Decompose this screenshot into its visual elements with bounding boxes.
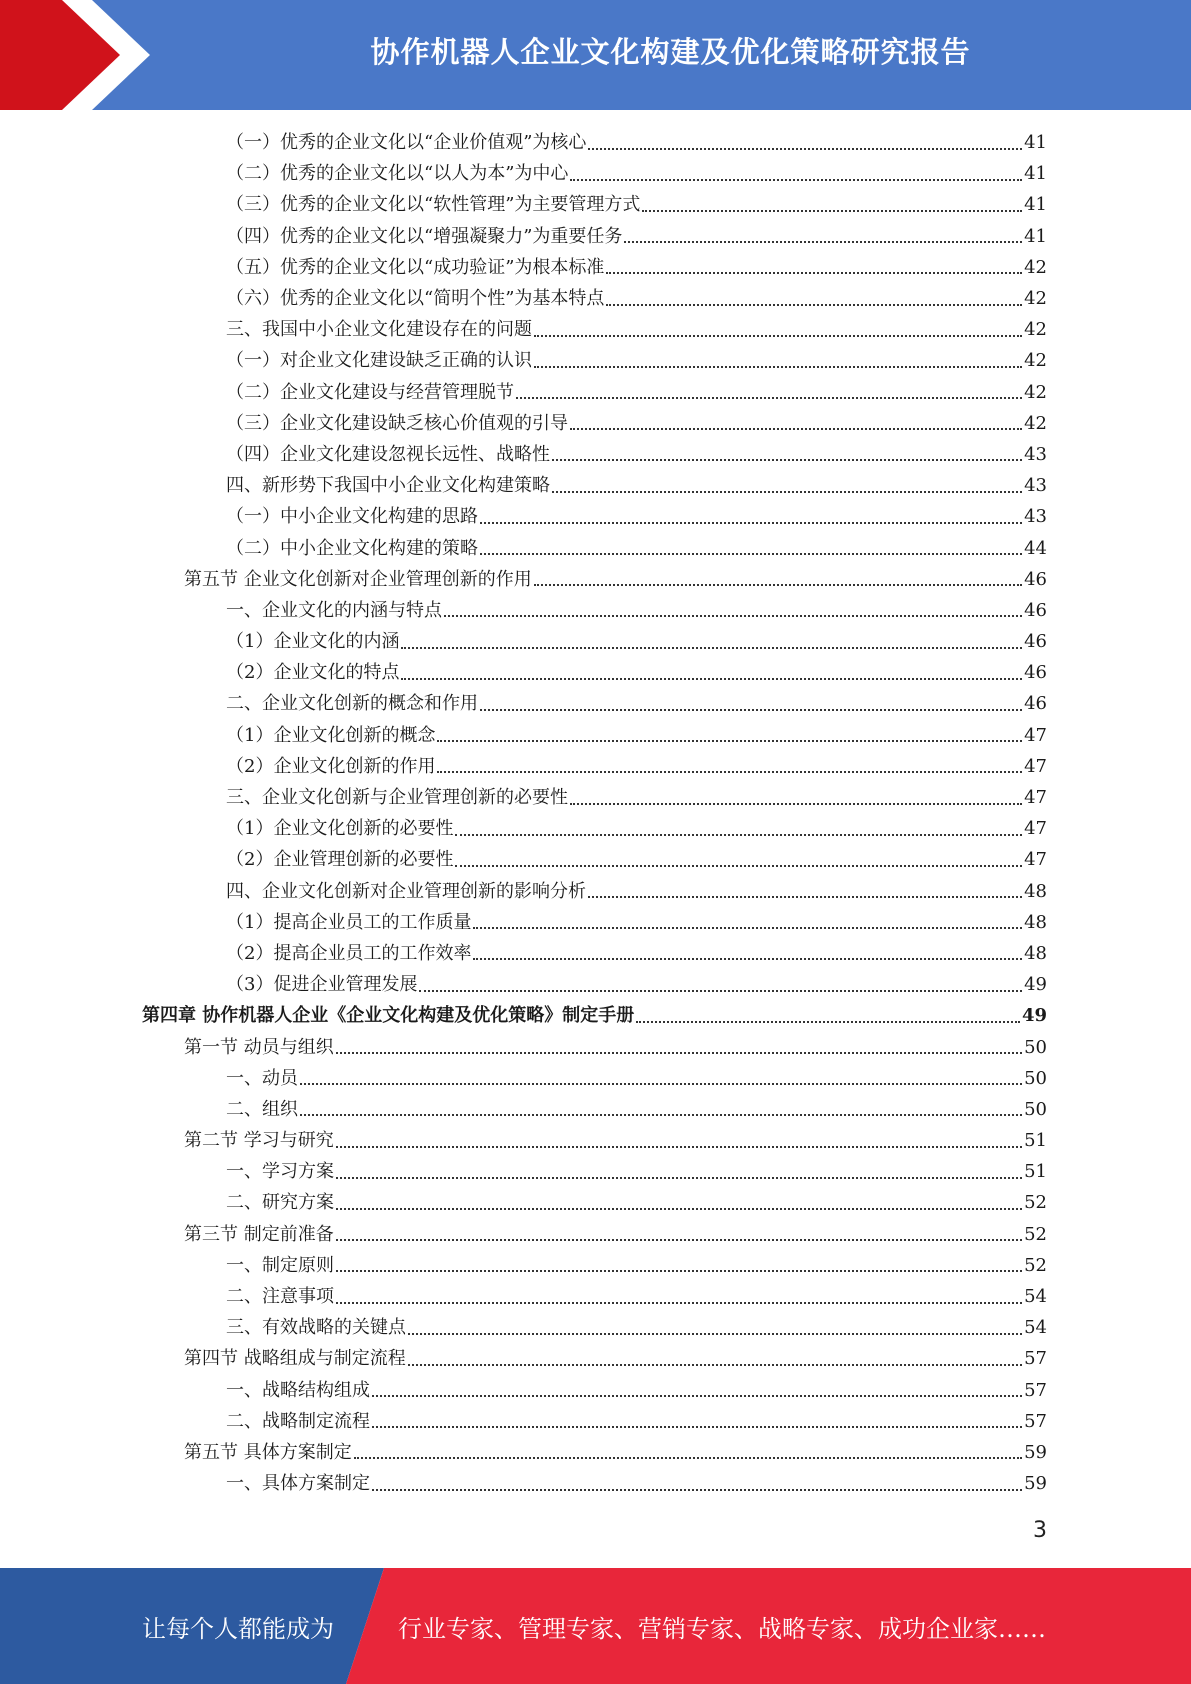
toc-entry-title: （2）企业文化的特点	[226, 662, 400, 684]
toc-entry-page: 54	[1024, 1317, 1047, 1339]
toc-entry-title: 二、注意事项	[226, 1286, 334, 1308]
toc-entry[interactable]	[0, 938, 1191, 969]
toc-dot-leader	[372, 1408, 1022, 1428]
toc-entry-title: （3）促进企业管理发展	[226, 974, 418, 996]
toc-entry-title: （二）优秀的企业文化以“以人为本”为中心	[226, 163, 569, 185]
toc-entry-title: （二）中小企业文化构建的策略	[226, 537, 478, 559]
toc-entry[interactable]	[0, 969, 1191, 1000]
toc-entry[interactable]	[0, 1406, 1191, 1437]
toc-entry-page: 46	[1024, 631, 1047, 653]
toc-entry-title: （三）企业文化建设缺乏核心价值观的引导	[226, 412, 568, 434]
toc-entry-page: 48	[1024, 942, 1047, 964]
toc-entry-page: 57	[1024, 1379, 1047, 1401]
toc-dot-leader	[570, 410, 1022, 430]
toc-entry-page: 51	[1024, 1130, 1047, 1152]
toc-entry[interactable]	[0, 377, 1191, 408]
toc-entry-title: 三、有效战略的关键点	[226, 1317, 406, 1339]
toc-dot-leader	[480, 535, 1022, 555]
toc-dot-leader	[534, 317, 1022, 337]
toc-entry-page: 41	[1024, 225, 1047, 247]
toc-entry[interactable]	[0, 1281, 1191, 1312]
toc-entry[interactable]	[0, 408, 1191, 439]
toc-entry-title: 第三节 制定前准备	[184, 1223, 334, 1245]
toc-entry-page: 42	[1024, 412, 1047, 434]
toc-dot-leader	[480, 691, 1022, 711]
toc-entry[interactable]	[0, 688, 1191, 719]
toc-entry[interactable]	[0, 1031, 1191, 1062]
toc-entry-page: 50	[1024, 1098, 1047, 1120]
toc-entry[interactable]	[0, 1468, 1191, 1499]
toc-entry-page: 41	[1024, 132, 1047, 154]
toc-dot-leader	[336, 1034, 1022, 1054]
toc-entry-title: 第一节 动员与组织	[184, 1036, 334, 1058]
table-of-contents	[0, 127, 1191, 1499]
toc-dot-leader	[636, 1003, 1020, 1023]
toc-entry-title: （四）企业文化建设忽视长远性、战略性	[226, 443, 550, 465]
toc-entry[interactable]	[0, 345, 1191, 376]
toc-dot-leader	[473, 940, 1022, 960]
toc-entry-title: 二、战略制定流程	[226, 1410, 370, 1432]
toc-entry[interactable]	[0, 657, 1191, 688]
toc-entry[interactable]	[0, 1000, 1191, 1031]
toc-entry[interactable]	[0, 720, 1191, 751]
toc-entry-page: 50	[1024, 1067, 1047, 1089]
toc-entry-title: （1）企业文化创新的必要性	[226, 818, 454, 840]
toc-entry-page: 47	[1024, 818, 1047, 840]
toc-entry-page: 47	[1024, 849, 1047, 871]
toc-entry-page: 49	[1024, 974, 1047, 996]
document-title: 协作机器人企业文化构建及优化策略研究报告	[370, 34, 971, 69]
toc-dot-leader	[570, 785, 1022, 805]
toc-entry-page: 57	[1024, 1348, 1047, 1370]
toc-entry-page: 46	[1024, 568, 1047, 590]
toc-entry[interactable]	[0, 844, 1191, 875]
toc-dot-leader	[473, 909, 1022, 929]
toc-entry[interactable]	[0, 252, 1191, 283]
toc-entry-page: 47	[1024, 724, 1047, 746]
toc-entry[interactable]	[0, 470, 1191, 501]
toc-entry[interactable]	[0, 626, 1191, 657]
toc-dot-leader	[401, 660, 1022, 680]
toc-entry-title: （1）提高企业员工的工作质量	[226, 911, 472, 933]
toc-entry[interactable]	[0, 1187, 1191, 1218]
page-number: 3	[1033, 1518, 1047, 1543]
toc-entry-title: 一、学习方案	[226, 1161, 334, 1183]
toc-entry-page: 54	[1024, 1286, 1047, 1308]
toc-entry-page: 50	[1024, 1036, 1047, 1058]
toc-entry-page: 43	[1024, 506, 1047, 528]
toc-dot-leader	[444, 597, 1022, 617]
toc-entry-title: 三、我国中小企业文化建设存在的问题	[226, 319, 532, 341]
toc-entry-title: （一）中小企业文化构建的思路	[226, 506, 478, 528]
toc-entry[interactable]	[0, 127, 1191, 158]
toc-entry-page: 42	[1024, 319, 1047, 341]
toc-entry-page: 48	[1024, 880, 1047, 902]
toc-entry-page: 47	[1024, 755, 1047, 777]
toc-entry-page: 59	[1024, 1441, 1047, 1463]
toc-entry-title: 一、制定原则	[226, 1254, 334, 1276]
toc-dot-leader	[336, 1159, 1022, 1179]
toc-entry-title: 四、企业文化创新对企业管理创新的影响分析	[226, 880, 586, 902]
toc-dot-leader	[455, 847, 1022, 867]
toc-entry-title: （1）企业文化创新的概念	[226, 724, 436, 746]
toc-dot-leader	[552, 441, 1022, 461]
toc-entry-title: 一、具体方案制定	[226, 1473, 370, 1495]
toc-dot-leader	[480, 504, 1022, 524]
toc-dot-leader	[300, 1065, 1022, 1085]
toc-entry-title: 第二节 学习与研究	[184, 1130, 334, 1152]
toc-entry[interactable]	[0, 1343, 1191, 1374]
toc-dot-leader	[534, 566, 1022, 586]
toc-entry[interactable]	[0, 501, 1191, 532]
toc-entry[interactable]	[0, 595, 1191, 626]
toc-entry-title: 二、组织	[226, 1098, 298, 1120]
toc-entry-title: （三）优秀的企业文化以“软性管理”为主要管理方式	[226, 194, 641, 216]
toc-entry-page: 42	[1024, 288, 1047, 310]
toc-entry-page: 52	[1024, 1192, 1047, 1214]
toc-entry[interactable]	[0, 314, 1191, 345]
toc-dot-leader	[354, 1439, 1022, 1459]
chevron-arrow-icon	[0, 0, 160, 110]
toc-entry-page: 51	[1024, 1161, 1047, 1183]
toc-entry-title: （二）企业文化建设与经营管理脱节	[226, 381, 514, 403]
toc-entry[interactable]	[0, 876, 1191, 907]
toc-dot-leader	[419, 972, 1022, 992]
toc-dot-leader	[336, 1128, 1022, 1148]
footer-banner	[0, 1568, 1191, 1684]
toc-dot-leader	[300, 1096, 1022, 1116]
toc-entry-title: 一、动员	[226, 1067, 298, 1089]
toc-entry-page: 44	[1024, 537, 1047, 559]
toc-dot-leader	[336, 1252, 1022, 1272]
toc-entry-title: 一、战略结构组成	[226, 1379, 370, 1401]
toc-dot-leader	[336, 1190, 1022, 1210]
toc-dot-leader	[408, 1315, 1022, 1335]
toc-dot-leader	[408, 1346, 1022, 1366]
toc-entry-title: （2）企业文化创新的作用	[226, 755, 436, 777]
toc-entry-title: 二、企业文化创新的概念和作用	[226, 693, 478, 715]
toc-entry[interactable]	[0, 189, 1191, 220]
footer-slogan-left: 让每个人都能成为	[142, 1614, 334, 1643]
toc-entry-page: 46	[1024, 662, 1047, 684]
toc-entry-title: （四）优秀的企业文化以“增强凝聚力”为重要任务	[226, 225, 623, 247]
toc-entry[interactable]	[0, 439, 1191, 470]
toc-entry[interactable]	[0, 532, 1191, 563]
toc-dot-leader	[516, 379, 1022, 399]
toc-entry[interactable]	[0, 158, 1191, 189]
toc-entry-title: 三、企业文化创新与企业管理创新的必要性	[226, 787, 568, 809]
toc-dot-leader	[534, 348, 1022, 368]
toc-entry[interactable]	[0, 907, 1191, 938]
toc-entry-page: 43	[1024, 475, 1047, 497]
toc-entry-title: 第五节 具体方案制定	[184, 1441, 352, 1463]
toc-dot-leader	[552, 473, 1022, 493]
toc-entry[interactable]	[0, 1250, 1191, 1281]
toc-entry-title: （五）优秀的企业文化以“成功验证”为根本标准	[226, 256, 605, 278]
toc-entry-title: 第四节 战略组成与制定流程	[184, 1348, 406, 1370]
toc-entry[interactable]	[0, 813, 1191, 844]
toc-dot-leader	[437, 753, 1022, 773]
toc-dot-leader	[372, 1471, 1022, 1491]
toc-entry-title: （一）对企业文化建设缺乏正确的认识	[226, 350, 532, 372]
toc-dot-leader	[336, 1221, 1022, 1241]
toc-dot-leader	[401, 629, 1022, 649]
toc-entry-page: 46	[1024, 599, 1047, 621]
toc-entry-page: 42	[1024, 350, 1047, 372]
toc-entry-page: 52	[1024, 1254, 1047, 1276]
toc-dot-leader	[437, 722, 1022, 742]
toc-entry-title: （2）企业管理创新的必要性	[226, 849, 454, 871]
toc-dot-leader	[372, 1377, 1022, 1397]
toc-entry[interactable]	[0, 1219, 1191, 1250]
toc-entry-title: 二、研究方案	[226, 1192, 334, 1214]
toc-entry-page: 49	[1021, 1005, 1047, 1027]
toc-dot-leader	[570, 161, 1022, 181]
toc-entry-page: 46	[1024, 693, 1047, 715]
toc-entry[interactable]	[0, 221, 1191, 252]
toc-entry-page: 47	[1024, 787, 1047, 809]
toc-entry-title: （一）优秀的企业文化以“企业价值观”为核心	[226, 132, 587, 154]
toc-entry-page: 41	[1024, 163, 1047, 185]
toc-entry[interactable]	[0, 1375, 1191, 1406]
toc-dot-leader	[642, 192, 1022, 212]
toc-entry[interactable]	[0, 751, 1191, 782]
toc-entry[interactable]	[0, 1312, 1191, 1343]
toc-entry-page: 43	[1024, 443, 1047, 465]
toc-entry-page: 42	[1024, 256, 1047, 278]
toc-dot-leader	[624, 223, 1022, 243]
toc-entry[interactable]	[0, 1063, 1191, 1094]
toc-dot-leader	[336, 1284, 1022, 1304]
toc-entry[interactable]	[0, 1125, 1191, 1156]
toc-dot-leader	[455, 816, 1022, 836]
toc-entry-title: 四、新形势下我国中小企业文化构建策略	[226, 475, 550, 497]
toc-dot-leader	[588, 130, 1022, 150]
toc-entry-page: 59	[1024, 1473, 1047, 1495]
toc-entry-page: 41	[1024, 194, 1047, 216]
toc-entry-title: 第四章 协作机器人企业《企业文化构建及优化策略》制定手册	[142, 1005, 635, 1027]
toc-entry-title: 一、企业文化的内涵与特点	[226, 599, 442, 621]
toc-entry-page: 48	[1024, 911, 1047, 933]
toc-entry[interactable]	[0, 283, 1191, 314]
toc-entry-title: 第五节 企业文化创新对企业管理创新的作用	[184, 568, 532, 590]
footer-slogan-right: 行业专家、管理专家、营销专家、战略专家、成功企业家……	[398, 1614, 1046, 1643]
toc-entry-page: 57	[1024, 1410, 1047, 1432]
toc-entry[interactable]	[0, 1437, 1191, 1468]
toc-entry[interactable]	[0, 782, 1191, 813]
toc-entry[interactable]	[0, 1156, 1191, 1187]
toc-dot-leader	[588, 878, 1022, 898]
toc-dot-leader	[606, 254, 1022, 274]
toc-dot-leader	[606, 286, 1022, 306]
toc-entry-page: 52	[1024, 1223, 1047, 1245]
toc-entry-title: （1）企业文化的内涵	[226, 631, 400, 653]
toc-entry-title: （2）提高企业员工的工作效率	[226, 942, 472, 964]
toc-entry[interactable]	[0, 564, 1191, 595]
header-banner	[0, 0, 1191, 110]
toc-entry[interactable]	[0, 1094, 1191, 1125]
toc-entry-page: 42	[1024, 381, 1047, 403]
toc-entry-title: （六）优秀的企业文化以“简明个性”为基本特点	[226, 288, 605, 310]
